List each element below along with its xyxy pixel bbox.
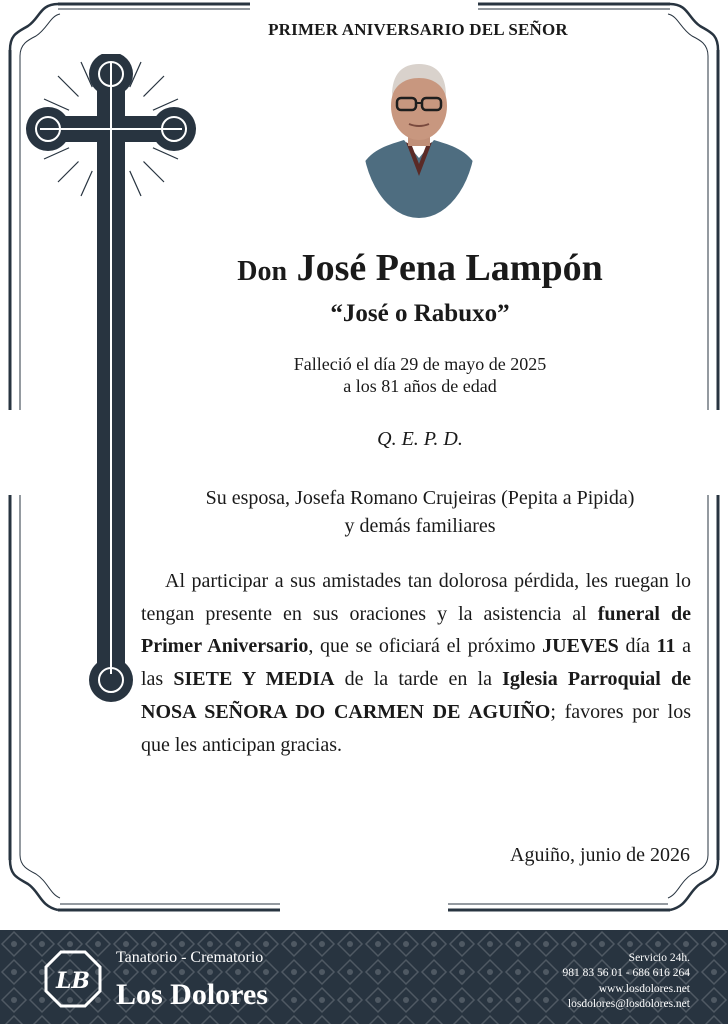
footer-email-link[interactable]: losdolores@losdolores.net: [567, 998, 690, 1010]
body-bold-funeral: funeral de Primer Aniversario: [141, 602, 691, 658]
deceased-nickname: “José o Rabuxo”: [330, 300, 510, 327]
death-date: Falleció el día 29 de mayo de 2025: [293, 354, 547, 374]
family-spouse: Su esposa, Josefa Romano Crujeiras (Pepita a Pipida): [205, 487, 635, 509]
footer-brand: Los Dolores: [116, 978, 268, 1011]
card-header-title: PRIMER ANIVERSARIO DEL SEÑOR: [268, 20, 568, 39]
family-others: y demás familiares: [344, 515, 496, 537]
announcement-body: [141, 565, 691, 761]
logo-letters: LB: [55, 968, 91, 994]
deceased-portrait: [362, 46, 476, 218]
place-date: Aguiño, junio de 2026: [510, 844, 690, 866]
body-text-4: a las: [141, 635, 692, 691]
body-bold-church: Iglesia Parroquial de NOSA SEÑORA DO CARMEN DE AGUIÑO: [141, 668, 692, 723]
body-text-2: , que se oficiará el próximo: [308, 635, 543, 658]
funeral-home-logo-icon: [44, 950, 102, 1008]
body-bold-time: SIETE Y MEDIA: [173, 668, 335, 691]
footer-service: Servicio 24h.: [628, 952, 690, 964]
footer-tagline: Tanatorio - Crematorio: [116, 949, 264, 966]
honorific: Don: [237, 256, 288, 287]
body-text-3: día: [618, 635, 657, 658]
body-text-6: ; favores por los que les anticipan gracias.: [141, 700, 691, 756]
footer-web-link[interactable]: www.losdolores.net: [598, 983, 690, 995]
body-bold-date: 11: [656, 635, 676, 658]
death-age: a los 81 años de edad: [343, 376, 497, 396]
footer-phones: 981 83 56 01 - 686 616 264: [562, 967, 690, 979]
body-bold-day: JUEVES: [542, 635, 619, 658]
deceased-name-line: [118, 246, 722, 290]
qepd-text: Q. E. P. D.: [377, 428, 463, 450]
body-text-5: de la tarde en la: [334, 668, 503, 691]
body-text-1: Al participar a sus amistades tan dolorosa pérdida, les ruegan lo tengan presente en sus oraciones y la asistencia al: [141, 570, 691, 625]
deceased-name: José Pena Lampón: [296, 247, 603, 289]
